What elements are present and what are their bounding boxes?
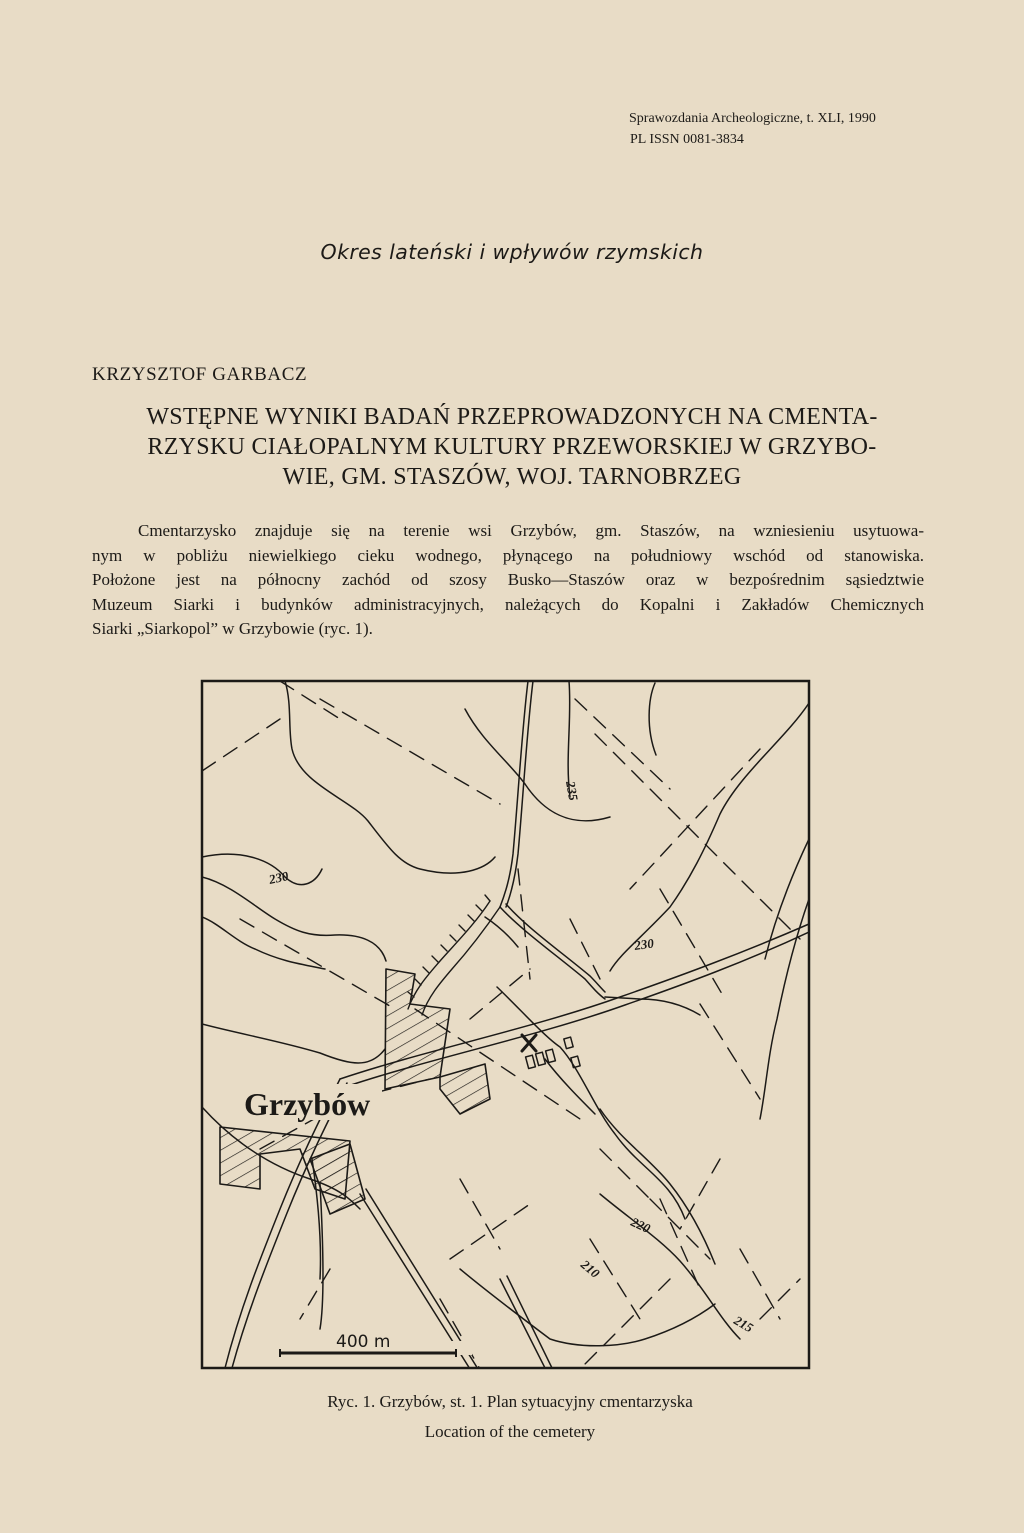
contour-label: 235 (563, 779, 582, 802)
contour-label: 230 (267, 868, 290, 887)
village-label: Grzybów (244, 1086, 371, 1122)
title-line: RZYSKU CIAŁOPALNYM KULTURY PRZEWORSKIEJ W GRZYBO- (147, 434, 877, 460)
text-line: Położone jest na północny zachód od szosy Busko—Staszów oraz w bezpośrednim sąsiedztwie (92, 570, 924, 589)
map-frame (202, 681, 809, 1368)
roads (202, 681, 809, 1369)
text-line: Cmentarzysko znajduje się na terenie wsi Grzybów, gm. Staszów, na wzniesieniu usytuowa- (138, 521, 924, 540)
contour-label: 210 (578, 1256, 603, 1281)
body-paragraph (92, 519, 924, 642)
ravine (408, 895, 500, 1015)
article-title (92, 402, 932, 492)
title-line: WSTĘPNE WYNIKI BADAŃ PRZEPROWADZONYCH NA CMENTA- (146, 404, 878, 430)
text-line: nym w pobliżu niewielkiego cieku wodnego, płynącego na południowy wschód od stanowiska. (92, 545, 924, 565)
site-location-map (200, 679, 811, 1370)
section-title: Okres lateński i wpływów rzymskich (320, 240, 704, 264)
caption-polish: Ryc. 1. Grzybów, st. 1. Plan sytuacyjny cmentarzyska (327, 1392, 693, 1411)
figure-caption (0, 1387, 1020, 1447)
text-line: Siarki „Siarkopol” w Grzybowie (ryc. 1). (92, 619, 373, 638)
author-name: KRZYSZTOF GARBACZ (92, 364, 308, 385)
contour-label: 220 (628, 1214, 653, 1236)
text-line: Muzeum Siarki i budynków administracyjnych, należących do Kopalni i Zakładów Chemicznych (92, 594, 924, 614)
site-marker-icon (522, 1035, 536, 1051)
caption-english: Location of the cemetery (424, 1422, 596, 1441)
title-line: WIE, GM. STASZÓW, WOJ. TARNOBRZEG (282, 464, 742, 490)
scale-bar (248, 1332, 472, 1357)
issn: PL ISSN 0081-3834 (630, 132, 744, 147)
contour-label: 230 (633, 935, 655, 953)
dashed-lines (202, 681, 800, 1369)
contour-label: 215 (731, 1312, 756, 1336)
scale-label: 400 m (336, 1332, 391, 1352)
contour-lines (202, 681, 809, 1346)
journal-header (629, 108, 876, 150)
journal-reference: Sprawozdania Archeologiczne, t. XLI, 1990 (629, 111, 876, 126)
